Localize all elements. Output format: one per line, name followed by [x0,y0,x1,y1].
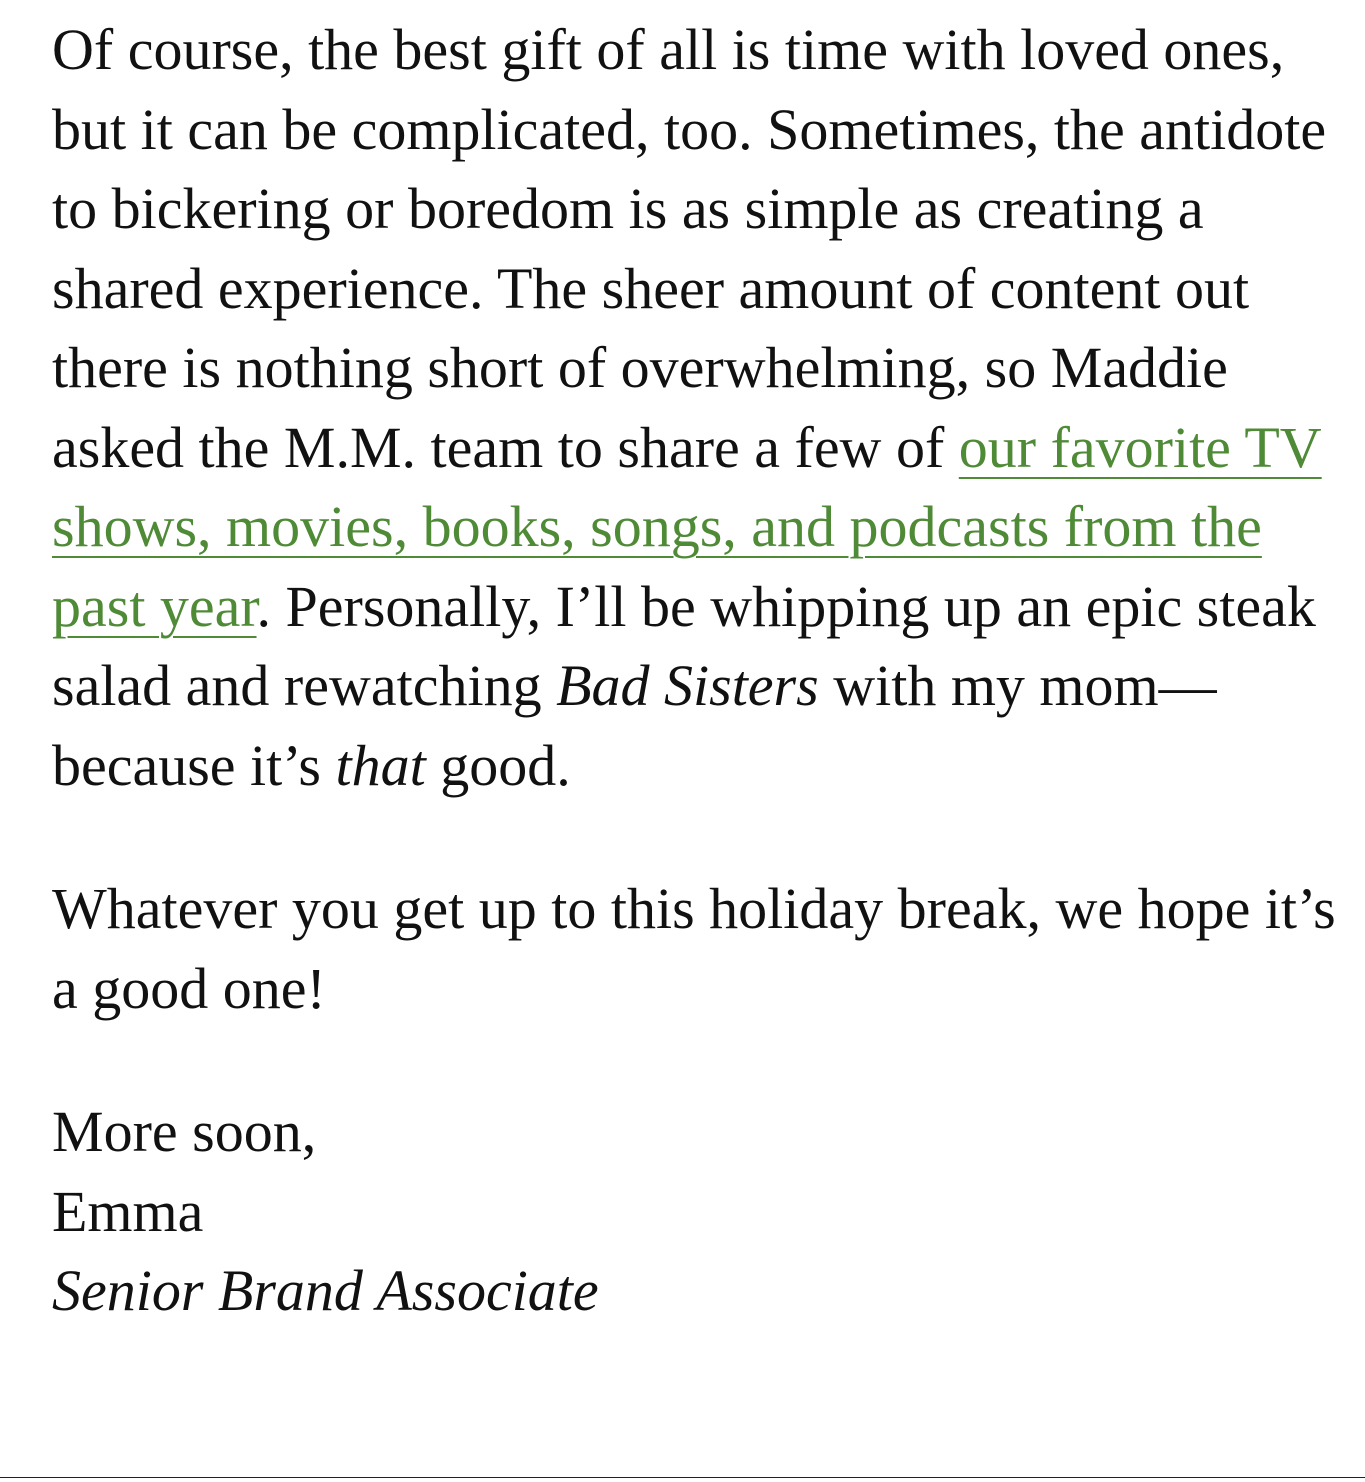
author-role: Senior Brand Associate [52,1258,599,1323]
article-body [52,10,1342,1331]
personal-note-end: good. [425,732,571,798]
closing-line: More soon, [52,1099,317,1164]
personal-note-text: Personally, I’ll be whipping up an epic steak salad and rewatching [52,573,1316,718]
holiday-wish-paragraph: Whatever you get up to this holiday break, we hope it’s a good one! [52,876,1336,1021]
author-name: Emma [52,1178,204,1244]
intro-paragraph [52,10,1342,805]
favorites-link[interactable]: our favorite TV shows, movies, books, songs, and podcasts from the past year [52,414,1322,639]
show-title: Bad Sisters [556,653,819,718]
link-trailing-period: . [256,573,272,639]
bottom-divider [0,1477,1365,1478]
personal-note-continued: with my mom—because it’s [52,653,1217,798]
signoff [52,1092,1342,1331]
emphasis-word: that [335,732,426,798]
intro-text: Of course, the best gift of all is time with loved ones, but it can be complicated, too. Sometimes, the antidote to bickering or boredom is as simple as creating a shared experience. The sheer amount of content out there is nothing short of overwhelming, so Maddie asked the M.M. team to share a few of [52,17,1327,480]
